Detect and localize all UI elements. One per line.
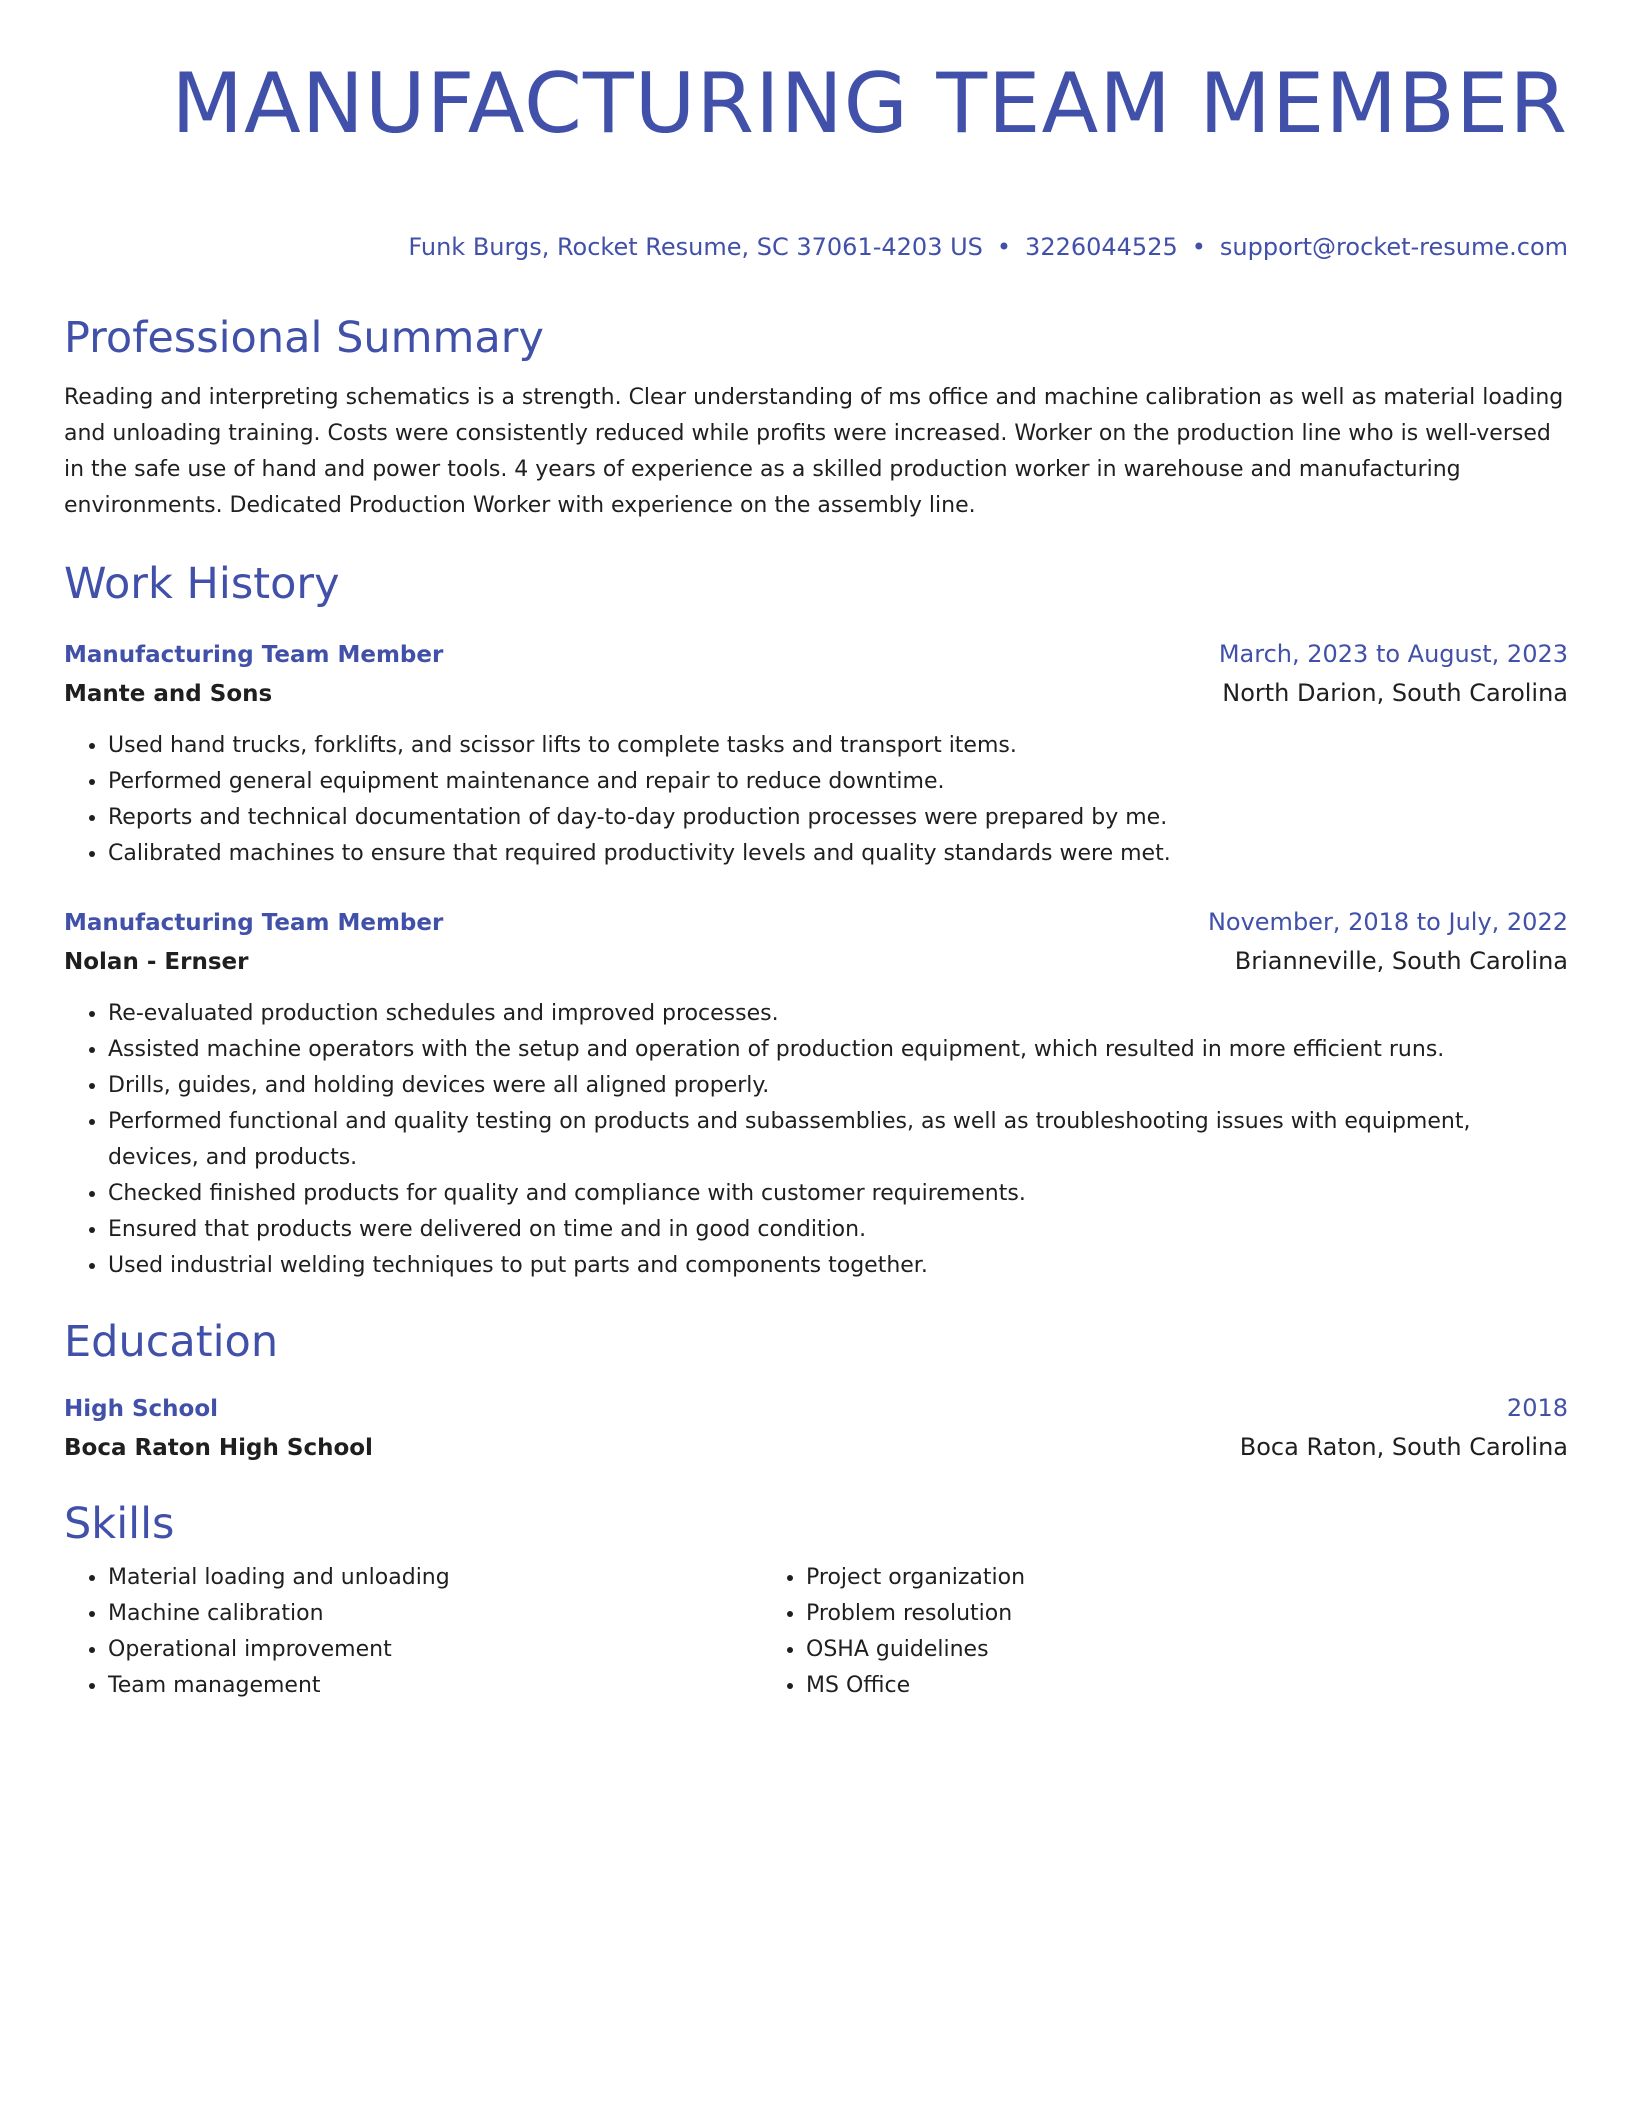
education-location: Boca Raton, South Carolina	[1239, 1433, 1568, 1461]
section-title-work-history: Work History	[64, 559, 340, 609]
job-company-row	[64, 941, 1568, 982]
job-company-row	[64, 673, 1568, 714]
education-header-row	[64, 1390, 1568, 1427]
job-header-row	[64, 904, 1568, 941]
contact-address: Funk Burgs, Rocket Resume, SC 37061-4203 US	[408, 233, 983, 261]
education-year: 2018	[1506, 1394, 1568, 1422]
job-dates: November, 2018 to July, 2022	[1207, 908, 1568, 936]
job-entry	[64, 636, 1568, 872]
contact-email: support@rocket-resume.com	[1219, 233, 1568, 261]
contact-separator: •	[996, 233, 1012, 261]
job-entry	[64, 904, 1568, 1284]
job-role: Manufacturing Team Member	[64, 910, 444, 936]
skill-item: • Team management	[108, 1668, 762, 1704]
job-location: Brianneville, South Carolina	[1234, 947, 1568, 975]
contact-separator: •	[1191, 233, 1206, 261]
job-bullet: • Calibrated machines to ensure that required productivity levels and quality standards were met.	[108, 836, 1568, 872]
job-bullet: • Used hand trucks, forklifts, and scissor lifts to complete tasks and transport items.	[108, 728, 1568, 764]
job-bullet: • Drills, guides, and holding devices were all aligned properly.	[108, 1068, 1568, 1104]
education-school: Boca Raton High School	[64, 1435, 373, 1461]
skill-item: • OSHA guidelines	[806, 1632, 1460, 1668]
education-entry	[64, 1390, 1568, 1468]
skill-item: • MS Office	[806, 1668, 1460, 1704]
section-title-education: Education	[64, 1317, 279, 1367]
job-bullet-list	[64, 996, 1568, 1284]
job-company: Nolan - Ernser	[64, 949, 249, 975]
job-bullet: • Checked finished products for quality and compliance with customer requirements.	[108, 1176, 1568, 1212]
job-bullet: • Ensured that products were delivered on time and in good condition.	[108, 1212, 1568, 1248]
resume-name-title: MANUFACTURING TEAM MEMBER	[171, 55, 1568, 152]
job-role: Manufacturing Team Member	[64, 642, 444, 668]
job-bullet: • Performed functional and quality testing on products and subassemblies, as well as troubleshooting issues with equipment, devices, and products.	[108, 1104, 1568, 1176]
job-bullet-list	[64, 728, 1568, 872]
skill-item: • Project organization	[806, 1560, 1460, 1596]
section-title-summary: Professional Summary	[64, 313, 544, 363]
summary-text: Reading and interpreting schematics is a strength. Clear understanding of ms office and machine calibration as well as material loading and unloading training. Costs were consistently reduced while profits were increased. Worker on the production line who is well-versed in the safe use of hand and power tools. 4 years of experience as a skilled production worker in warehouse and manufacturing environments. Dedicated Production Worker with experience on the assembly line.	[64, 385, 1564, 518]
job-company: Mante and Sons	[64, 681, 273, 707]
skills-list-left	[64, 1560, 762, 1704]
skills-list-right	[762, 1560, 1460, 1704]
contact-line	[64, 232, 1568, 262]
education-school-row	[64, 1427, 1568, 1468]
skill-item: • Machine calibration	[108, 1596, 762, 1632]
skill-item: • Operational improvement	[108, 1632, 762, 1668]
job-bullet: • Performed general equipment maintenance and repair to reduce downtime.	[108, 764, 1568, 800]
job-location: North Darion, South Carolina	[1222, 679, 1568, 707]
job-bullet: • Assisted machine operators with the setup and operation of production equipment, which resulted in more efficient runs.	[108, 1032, 1568, 1068]
skill-item: • Problem resolution	[806, 1596, 1460, 1632]
section-title-skills: Skills	[64, 1499, 175, 1549]
contact-phone: 3226044525	[1025, 233, 1178, 261]
job-bullet: • Reports and technical documentation of day-to-day production processes were prepared by me.	[108, 800, 1568, 836]
skill-item: • Material loading and unloading	[108, 1560, 762, 1596]
job-dates: March, 2023 to August, 2023	[1218, 640, 1568, 668]
job-bullet: • Used industrial welding techniques to put parts and components together.	[108, 1248, 1568, 1284]
job-bullet: • Re-evaluated production schedules and improved processes.	[108, 996, 1568, 1032]
skills-grid	[64, 1560, 1568, 1704]
education-degree: High School	[64, 1396, 219, 1422]
job-header-row	[64, 636, 1568, 673]
